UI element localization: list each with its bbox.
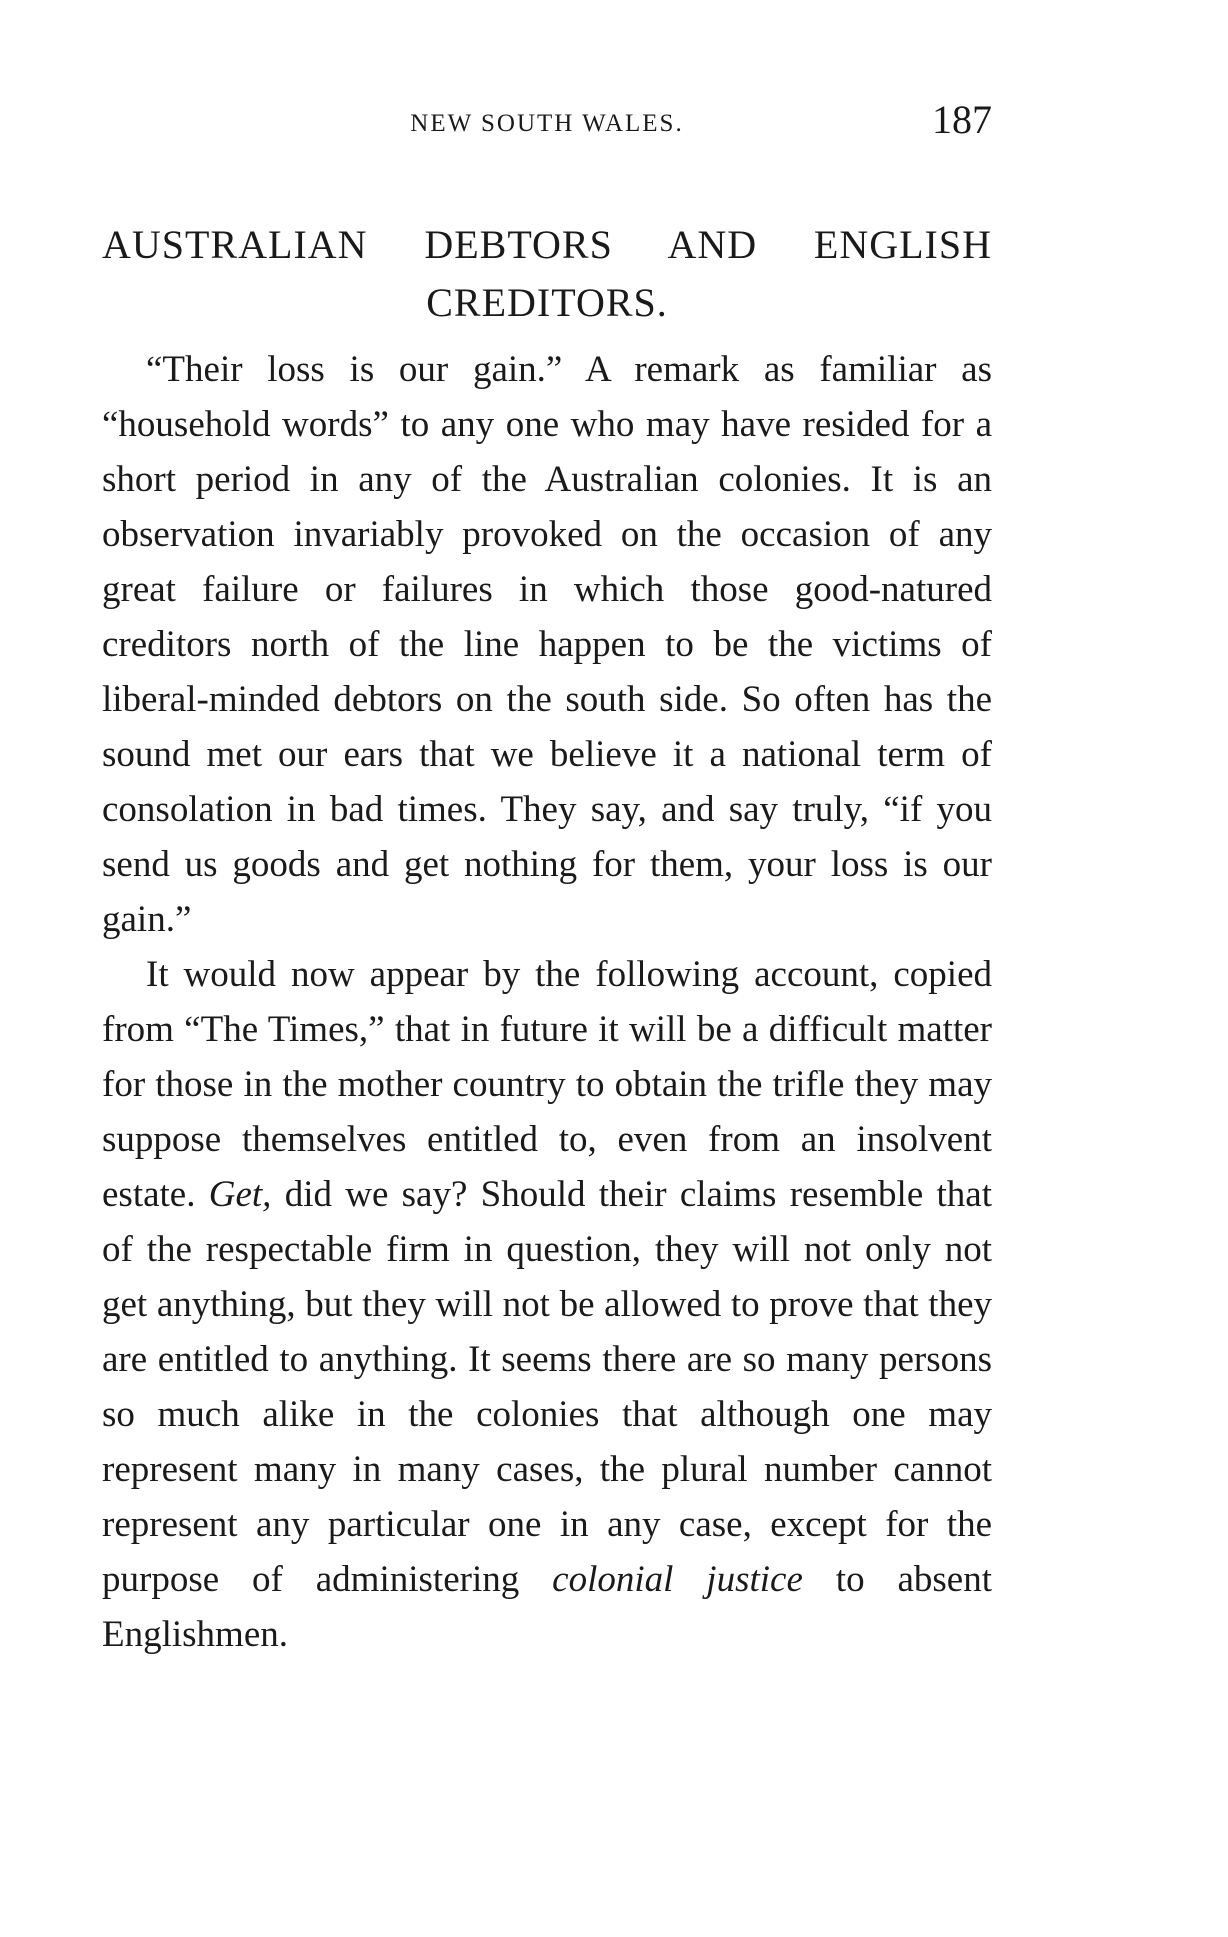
paragraph-2-part-b: did we say? Should their claims resemble that of the respectable firm in question, they will not only not get anything, but they will not be allowed to prove that they are entitled to anything. It seems there are so many persons so much alike in the colonies that although one may represent many in many cases, the plural number cannot represent any particular one in any case, except for the purpose of administering [102, 1174, 992, 1600]
running-head [102, 96, 992, 156]
book-page [102, 96, 992, 1662]
page-number: 187 [932, 97, 992, 142]
paragraph-2-part-c: to absent Englishmen. [102, 1559, 992, 1655]
paragraph-1: “Their loss is our gain.” A remark as familiar as “household words” to any one who may have resided for a short period in any of the Australian colonies. It is an observation invariably provoked on the occasion of any great failure or failures in which those good-natured creditors north of the line happen to be the victims of liberal-minded debtors on the south side. So often has the sound met our ears that we believe it a national term of consolation in bad times. They say, and say truly, “if you send us goods and get nothing for them, your loss is our gain.” [102, 349, 992, 940]
section-title [102, 216, 992, 332]
body-text [102, 342, 992, 1662]
paragraph-2-part-a: It would now appear by the following account, copied from “The Times,” that in future it will be a difficult matter for those in the mother country to obtain the trifle they may suppose themselves entitled to, even from an insolvent estate. [102, 954, 992, 1215]
running-title: NEW SOUTH WALES. [410, 110, 684, 137]
paragraph-2 [102, 947, 992, 1662]
paragraph-2-italic-colonial-justice: colonial justice [552, 1559, 803, 1600]
section-title-line-2: CREDITORS. [426, 280, 668, 325]
paragraph-2-italic-get: Get, [208, 1174, 272, 1215]
section-title-line-1: AUSTRALIAN DEBTORS AND ENGLISH [102, 222, 992, 267]
